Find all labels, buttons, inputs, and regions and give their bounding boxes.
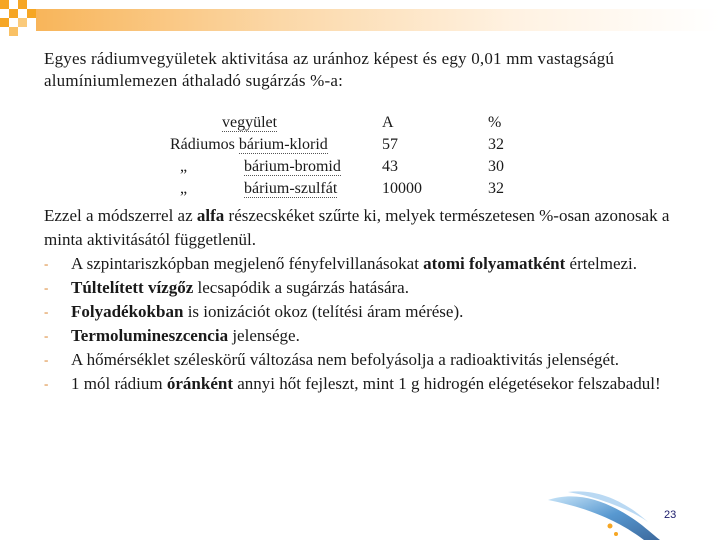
- row-prefix: Rádiumos: [170, 136, 235, 153]
- intro-text: Egyes rádiumvegyületek aktivitása az uránhoz képest és egy 0,01 mm vastagságú alumíniumlemezen áthaladó sugárzás %-a:: [44, 49, 615, 90]
- header-gradient-bar: [36, 9, 720, 31]
- row-pct: 32: [488, 136, 504, 153]
- main-text: [44, 204, 684, 396]
- header-a: A: [382, 114, 394, 131]
- list-item: - A szpintariszkópban megjelenő fényfelvillanásokat atomi folyamatként értelmezi.: [44, 252, 684, 276]
- row-prefix: „: [180, 158, 188, 175]
- list-item: - Túltelített vízgőz lecsapódik a sugárzás hatására.: [44, 276, 684, 300]
- row-compound: bárium-szulfát: [244, 180, 338, 197]
- row-prefix: „: [180, 180, 188, 197]
- row-a: 43: [382, 158, 398, 175]
- bullet-dash: -: [44, 376, 49, 391]
- list-item: - A hőmérséklet széleskörű változása nem befolyásolja a radioaktivitás jelenségét.: [44, 348, 684, 372]
- header-compound: vegyület: [222, 114, 278, 131]
- page-number: 23: [664, 509, 677, 521]
- bullet-dash: -: [44, 304, 49, 319]
- row-compound: bárium-klorid: [238, 136, 328, 153]
- header-pct: %: [488, 114, 502, 131]
- bullet-dash: -: [44, 256, 49, 271]
- bullet-dash: -: [44, 328, 49, 343]
- row-a: 57: [382, 136, 398, 153]
- bullet-dash: -: [44, 280, 49, 295]
- list-item: - Folyadékokban is ionizációt okoz (telítési áram mérése).: [44, 300, 684, 324]
- row-pct: 32: [488, 180, 504, 197]
- row-compound: bárium-bromid: [244, 158, 341, 175]
- row-pct: 30: [488, 158, 504, 175]
- summary-paragraph: Ezzel a módszerrel az alfa részecskéket szűrte ki, melyek természetesen %-osan azonosak a minta aktivitásától függetlenül.: [44, 206, 670, 249]
- bullet-dash: -: [44, 352, 49, 367]
- list-item: - Termolumineszcencia jelensége.: [44, 324, 684, 348]
- list-item: - 1 mól rádium óránként annyi hőt fejleszt, mint 1 g hidrogén elégetésekor felszabadul!: [44, 372, 684, 396]
- row-a: 10000: [382, 180, 422, 197]
